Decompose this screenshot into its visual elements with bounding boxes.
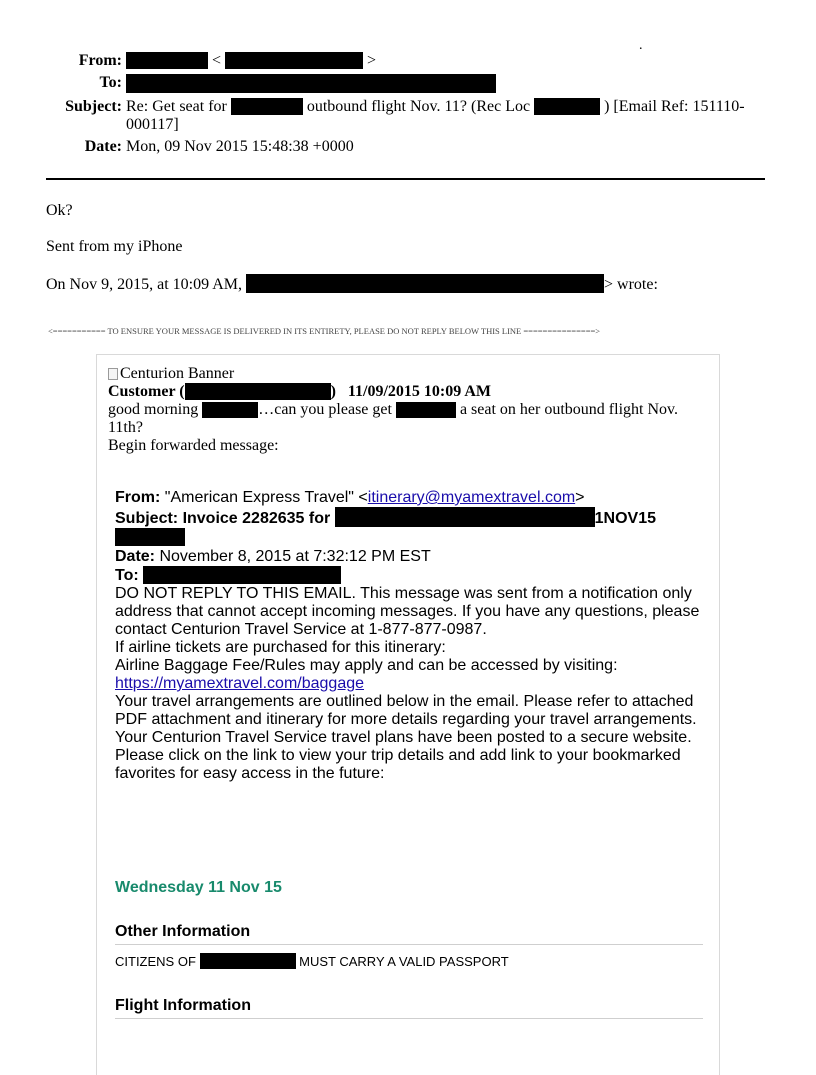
subject-label: Subject: bbox=[65, 98, 122, 115]
fwd-to-label: To: bbox=[115, 567, 139, 584]
fwd-subject-end: 1NOV15 bbox=[594, 510, 657, 527]
fwd-from-close: > bbox=[575, 489, 585, 506]
customer-close: ) bbox=[330, 383, 336, 400]
forwarded-message bbox=[115, 489, 705, 783]
flight-information-heading: Flight Information bbox=[115, 997, 703, 1019]
fwd-to-row bbox=[115, 566, 705, 585]
corner-mark: . bbox=[639, 38, 643, 53]
date-label: Date: bbox=[84, 138, 122, 155]
from-angle-open: < bbox=[212, 52, 222, 69]
from-row bbox=[40, 52, 760, 70]
fwd-from-row bbox=[115, 489, 705, 507]
fwd-subject-label: Subject: Invoice 2282635 for bbox=[115, 510, 331, 527]
fwd-date-value: November 8, 2015 at 7:32:12 PM EST bbox=[159, 548, 431, 565]
fwd-para-4: Your travel arrangements are outlined below in the email. Please refer to attached PDF attachment and itinerary for more details regarding your travel arrangements. bbox=[115, 693, 697, 728]
other-information-heading: Other Information bbox=[115, 923, 703, 945]
banner-alt-text: Centurion Banner bbox=[120, 365, 235, 382]
from-label: From: bbox=[78, 52, 122, 69]
redacted-customer-name bbox=[185, 383, 331, 400]
subject-row bbox=[40, 98, 760, 134]
subject-text-1: Re: Get seat for bbox=[126, 98, 227, 115]
fwd-para-5: Your Centurion Travel Service travel plans have been posted to a secure website. Please click on the link to view your trip details and add link to your bookmarked favorites for easy access in the future: bbox=[115, 729, 692, 782]
fwd-subject-row bbox=[115, 507, 705, 528]
redacted-invoice-subject bbox=[335, 507, 595, 527]
subject-text-2: outbound flight Nov. 11? (Rec Loc bbox=[306, 98, 531, 115]
reply-notice: <=========== TO ENSURE YOUR MESSAGE IS DELIVERED IN ITS ENTIRETY, PLEASE DO NOT REPLY BELOW THIS LINE ===============> bbox=[48, 326, 601, 336]
centurion-banner bbox=[108, 365, 708, 383]
greeting-text-1: good morning bbox=[108, 401, 199, 418]
from-angle-close: > bbox=[367, 52, 377, 69]
redacted-fwd-recipient bbox=[143, 566, 341, 584]
redacted-country bbox=[200, 953, 296, 969]
quote-intro bbox=[46, 274, 658, 294]
baggage-link[interactable]: https://myamextravel.com/baggage bbox=[115, 675, 365, 692]
quote-angle: > bbox=[604, 276, 614, 293]
passport-notice bbox=[115, 953, 509, 969]
customer-timestamp: 11/09/2015 10:09 AM bbox=[347, 383, 492, 400]
redacted-agent-name bbox=[202, 402, 258, 418]
fwd-from-name: "American Express Travel" < bbox=[164, 489, 368, 506]
itinerary-date: Wednesday 11 Nov 15 bbox=[115, 879, 282, 896]
redacted-sender-email bbox=[225, 52, 363, 69]
reply-text: Ok? bbox=[46, 202, 73, 219]
fwd-from-email-link[interactable]: itinerary@myamextravel.com bbox=[367, 489, 576, 506]
begin-forwarded: Begin forwarded message: bbox=[108, 437, 279, 454]
passport-text-1: CITIZENS OF bbox=[115, 954, 196, 969]
fwd-from-label: From: bbox=[115, 489, 161, 506]
quote-wrote: wrote: bbox=[617, 276, 658, 293]
customer-label: Customer ( bbox=[108, 383, 185, 400]
broken-image-icon bbox=[108, 368, 118, 380]
quoted-message-frame bbox=[96, 354, 720, 1075]
redacted-passenger-name bbox=[396, 402, 456, 418]
header-divider bbox=[46, 178, 765, 180]
greeting-text-3: a seat on her outbound flight Nov. 11th? bbox=[108, 401, 678, 436]
greeting bbox=[108, 401, 708, 437]
date-value: Mon, 09 Nov 2015 15:48:38 +0000 bbox=[126, 138, 354, 155]
signature: Sent from my iPhone bbox=[46, 238, 183, 255]
fwd-para-1: DO NOT REPLY TO THIS EMAIL. This message was sent from a notification only address that cannot accept incoming messages. If you have any questions, please contact Centurion Travel Service at 1-877-877-0987. bbox=[115, 585, 700, 638]
redacted-record-locator bbox=[534, 98, 600, 115]
redacted-subject-overflow bbox=[115, 528, 185, 546]
subject-text-3: ) [Email Ref: 151110-000117] bbox=[126, 98, 745, 133]
fwd-para-2: If airline tickets are purchased for this itinerary: bbox=[115, 639, 446, 656]
quote-intro-text: On Nov 9, 2015, at 10:09 AM, bbox=[46, 276, 242, 293]
customer-line bbox=[108, 383, 708, 401]
passport-text-2: MUST CARRY A VALID PASSPORT bbox=[299, 954, 509, 969]
date-row bbox=[40, 138, 760, 156]
quoted-message bbox=[108, 365, 708, 455]
email-header bbox=[40, 52, 760, 160]
redacted-quoted-sender bbox=[246, 274, 604, 293]
greeting-text-2: …can you please get bbox=[258, 401, 392, 418]
redacted-recipients bbox=[126, 74, 496, 93]
to-row bbox=[40, 74, 760, 94]
redacted-sender-name bbox=[126, 52, 208, 69]
fwd-date-row bbox=[115, 548, 705, 566]
fwd-para-3: Airline Baggage Fee/Rules may apply and can be accessed by visiting: bbox=[115, 657, 618, 674]
fwd-subject-overflow bbox=[115, 528, 705, 548]
to-label: To: bbox=[99, 74, 122, 91]
fwd-date-label: Date: bbox=[115, 548, 156, 565]
redacted-passenger bbox=[231, 98, 303, 115]
